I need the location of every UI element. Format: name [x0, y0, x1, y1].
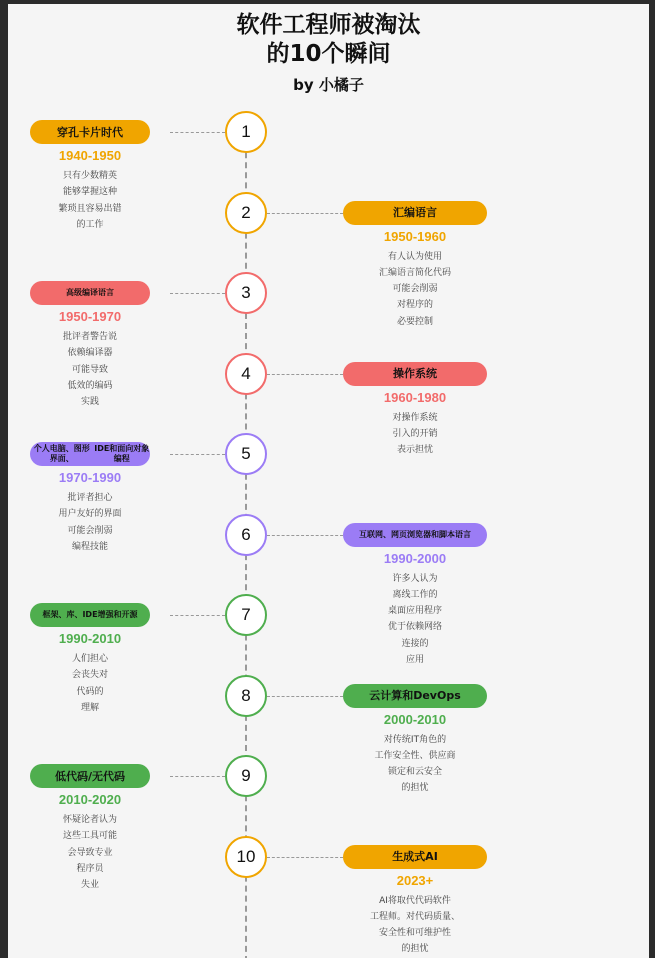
event-description-5: [30, 490, 150, 555]
event-label-pill-3: 高级编译 语言: [30, 281, 150, 305]
description-line: 引入的开销: [392, 428, 438, 439]
connector-line-10: [267, 857, 343, 858]
timeline-node-3: 3: [225, 272, 267, 314]
description-line: 表示担忧: [396, 445, 433, 456]
connector-line-2: [267, 213, 343, 214]
description-line: 的担忧: [401, 944, 429, 955]
description-line: 只有少数精英: [62, 171, 117, 181]
description-line: 对操作系统: [392, 412, 438, 423]
event-label-pill-9: 低代码/无代码: [30, 764, 150, 788]
connector-line-8: [267, 696, 343, 697]
event-years-7: 1990-2010: [58, 631, 122, 646]
event-label-pill-6: 互联网、网页 浏览器和脚本 语言: [343, 523, 487, 547]
description-line: 用户友好的界面: [58, 509, 122, 520]
description-line: 对程序的: [396, 300, 433, 311]
description-line: 有人认为使用: [387, 251, 442, 262]
event-years-9: 2010-2020: [58, 792, 122, 807]
timeline-node-2: 2: [225, 192, 267, 234]
description-line: 必要控制: [396, 316, 433, 327]
event-years-1: 1940-1950: [58, 148, 122, 163]
description-line: 连接的: [401, 638, 429, 649]
description-line: 低效的编码: [67, 380, 113, 391]
event-years-8: 2000-2010: [383, 711, 447, 727]
event-label-pill-2: 汇编语言: [343, 201, 487, 225]
event-label-pill-4: 操作系统: [343, 362, 487, 386]
event-description-10: [343, 893, 487, 958]
description-line: 离线工作的: [392, 589, 438, 600]
description-line: 理解: [80, 702, 99, 713]
timeline-node-4: 4: [225, 353, 267, 395]
event-label-pill-8: 云计算和DevOps: [343, 684, 487, 708]
description-line: 工程师。对代码质量、: [369, 911, 460, 922]
description-line: 的工作: [76, 219, 104, 230]
event-description-9: [30, 812, 150, 893]
description-line: 汇编语言简化代码: [378, 267, 451, 278]
description-line: 安全性和可维护性: [378, 928, 451, 939]
connector-line-1: [170, 132, 225, 133]
event-years-3: 1950-1970: [58, 309, 122, 324]
description-line: 繁琐且容易出错: [58, 203, 122, 214]
timeline-node-5: 5: [225, 433, 267, 475]
timeline-node-9: 9: [225, 755, 267, 797]
event-years-4: 1960-1980: [383, 389, 447, 405]
description-line: 批评者担心: [67, 493, 113, 503]
event-years-10: 2023+: [396, 872, 434, 888]
timeline-node-1: 1: [225, 111, 267, 153]
description-line: 编程技能: [71, 541, 108, 552]
description-line: 应用: [405, 654, 424, 665]
event-description-3: [30, 329, 150, 410]
description-line: 实践: [80, 397, 99, 408]
timeline-canvas: [8, 4, 649, 958]
connector-line-9: [170, 776, 225, 777]
connector-line-5: [170, 454, 225, 455]
event-description-8: [343, 732, 487, 797]
description-line: 可能导致: [71, 364, 108, 375]
event-label-pill-1: 穿孔卡片时代: [30, 120, 150, 144]
description-line: 这些工具可能: [62, 831, 117, 842]
description-line: 对传统IT角色的: [383, 734, 447, 745]
event-label-pill-5: 个人电脑、图形界面、 IDE和面向对象编程: [30, 442, 150, 466]
description-line: 可能会削弱: [392, 284, 438, 295]
timeline-node-8: 8: [225, 675, 267, 717]
connector-line-7: [170, 615, 225, 616]
page-title-line-1: 软件工程师被淘汰: [236, 12, 421, 38]
page-title-line-2: 的10个瞬间: [266, 41, 391, 67]
author-byline: by 小橘子: [293, 76, 364, 94]
event-description-1: [30, 168, 150, 233]
description-line: 依赖编译器: [67, 348, 113, 359]
description-line: 可能会削弱: [67, 525, 113, 536]
description-line: 能够掌握这种: [62, 187, 117, 198]
description-line: 人们担心: [71, 654, 108, 664]
description-line: 会导致专业: [67, 847, 113, 858]
timeline-node-10: 10: [225, 836, 267, 878]
connector-line-4: [267, 374, 343, 375]
event-description-2: [343, 249, 487, 330]
event-description-6: [343, 571, 487, 669]
description-line: AI将取代代码软件: [379, 895, 451, 906]
description-line: 许多人认为: [392, 573, 438, 584]
event-years-6: 1990-2000: [383, 550, 447, 566]
timeline-node-7: 7: [225, 594, 267, 636]
description-line: 工作安全性、供应商: [374, 750, 456, 761]
connector-line-3: [170, 293, 225, 294]
description-line: 怀疑论者认为: [62, 815, 117, 825]
description-line: 锁定和云安全: [387, 767, 442, 778]
description-line: 代码的: [76, 686, 104, 697]
description-line: 程序员: [76, 863, 104, 874]
event-description-7: [30, 651, 150, 716]
timeline-node-6: 6: [225, 514, 267, 556]
connector-line-6: [267, 535, 343, 536]
event-description-4: [343, 410, 487, 459]
description-line: 的担忧: [401, 783, 429, 794]
description-line: 失业: [80, 880, 99, 891]
description-line: 批评者警告说: [62, 332, 117, 342]
description-line: 桌面应用程序: [387, 606, 442, 617]
description-line: 优于依赖网络: [387, 622, 442, 633]
description-line: 会丧失对: [71, 670, 108, 681]
event-label-pill-7: 框架、库、 IDE增强和 开源: [30, 603, 150, 627]
event-years-2: 1950-1960: [383, 228, 447, 244]
event-years-5: 1970-1990: [58, 470, 122, 485]
event-label-pill-10: 生成式AI: [343, 845, 487, 869]
